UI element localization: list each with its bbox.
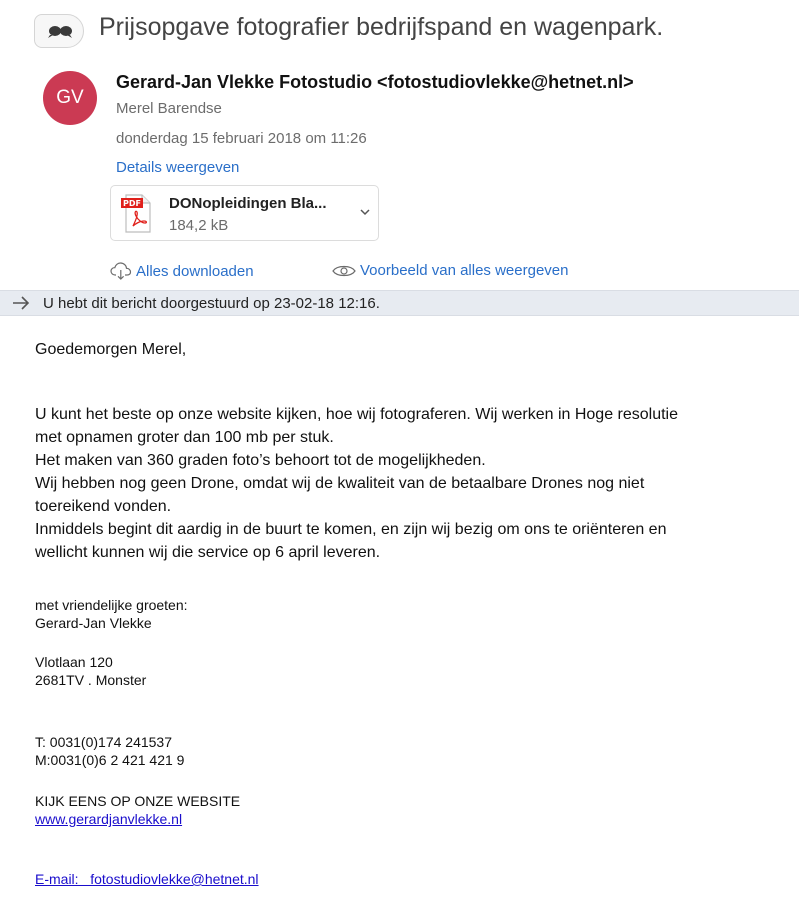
download-all-button[interactable] (110, 262, 254, 280)
signature-website (35, 792, 240, 828)
attachment-name: DONopleidingen Bla... (169, 195, 327, 212)
recipient[interactable]: Merel Barendse (116, 100, 222, 117)
preview-all-button[interactable] (332, 262, 568, 279)
body-line: toereikend vonden. (35, 498, 172, 515)
phone-number: T: 0031(0)174 241537 (35, 734, 172, 750)
signature-address (35, 653, 146, 689)
cloud-download-icon (110, 262, 132, 280)
website-cta: KIJK EENS OP ONZE WEBSITE (35, 793, 241, 809)
sender-from[interactable]: Gerard-Jan Vlekke Fotostudio <fotostudiovlekke@hetnet.nl> (116, 72, 634, 92)
download-all-label: Alles downloaden (136, 263, 254, 280)
eye-icon (332, 263, 356, 279)
address-line-1: Vlotlaan 120 (35, 654, 113, 670)
forward-arrow-icon (11, 295, 31, 311)
body-line: Inmiddels begint dit aardig in de buurt te komen, en zijn wij bezig om ons te oriënteren en (35, 521, 667, 538)
thread-icon[interactable] (34, 14, 84, 48)
preview-all-label: Voorbeeld van alles weergeven (360, 262, 569, 279)
details-link[interactable]: Details weergeven (116, 159, 240, 176)
signature-closing (35, 596, 188, 632)
attachment-size: 184,2 kB (169, 217, 229, 234)
mobile-number: M:0031(0)6 2 421 421 9 (35, 752, 185, 768)
signature-name: Gerard-Jan Vlekke (35, 615, 152, 631)
website-link[interactable]: www.gerardjanvlekke.nl (35, 811, 183, 827)
pdf-file-icon (120, 194, 154, 234)
body-line: Wij hebben nog geen Drone, omdat wij de kwaliteit van de betaalbare Drones nog niet (35, 475, 645, 492)
avatar: GV (43, 71, 97, 125)
sent-date: donderdag 15 februari 2018 om 11:26 (116, 130, 367, 147)
body-line: wellicht kunnen wij die service op 6 april leveren. (35, 544, 381, 561)
svg-text:PDF: PDF (123, 199, 141, 209)
attachment-card[interactable] (110, 185, 379, 241)
signature-phones (35, 733, 184, 769)
body-line: met opnamen groter dan 100 mb per stuk. (35, 429, 334, 446)
forwarded-notice-bar (0, 290, 799, 316)
chat-bubbles-icon (47, 23, 73, 39)
closing-text: met vriendelijke groeten: (35, 597, 188, 613)
email-link[interactable]: E-mail: fotostudiovlekke@hetnet.nl (35, 871, 259, 887)
body-line: U kunt het beste op onze website kijken, hoe wij fotograferen. Wij werken in Hoge resolutie (35, 406, 679, 423)
body-greeting: Goedemorgen Merel, (35, 341, 187, 358)
body-line: Het maken van 360 graden foto’s behoort tot de mogelijkheden. (35, 452, 486, 469)
body-paragraph (35, 403, 775, 564)
chevron-down-icon[interactable] (360, 208, 370, 216)
message-subject: Prijsopgave fotografier bedrijfspand en wagenpark. (99, 13, 664, 41)
address-line-2: 2681TV . Monster (35, 672, 147, 688)
forwarded-notice: U hebt dit bericht doorgestuurd op 23-02-18 12:16. (43, 295, 380, 312)
